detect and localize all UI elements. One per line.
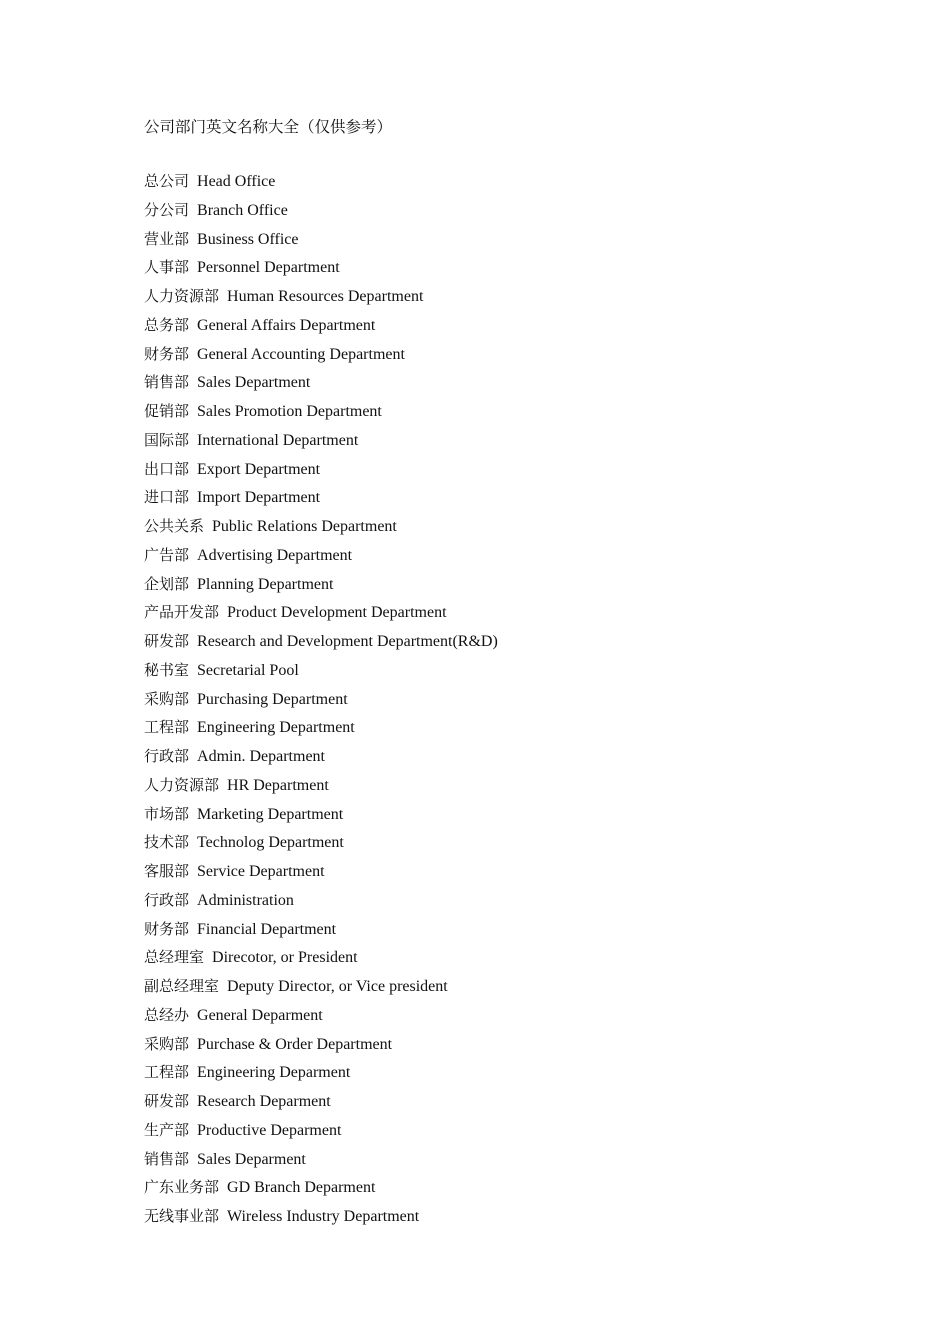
department-name-chinese: 采购部 <box>144 689 190 708</box>
department-entry <box>144 1147 498 1176</box>
department-name-chinese: 促销部 <box>144 402 190 420</box>
department-name-chinese: 副总经理室 <box>144 977 220 995</box>
department-entry <box>144 974 498 1003</box>
department-name-english: Engineering Department <box>197 719 355 737</box>
department-name-english: Marketing Department <box>197 805 344 823</box>
department-entry <box>144 485 498 514</box>
department-entry <box>144 428 498 457</box>
department-entry <box>144 1003 498 1032</box>
department-name-english: Branch Office <box>197 201 288 219</box>
department-name-english: Admin. Department <box>197 748 325 765</box>
department-entry <box>144 1060 498 1089</box>
department-name-english: Sales Deparment <box>197 1150 306 1168</box>
department-name-chinese: 人事部 <box>144 258 190 277</box>
department-entry <box>144 629 498 658</box>
department-name-chinese: 人力资源部 <box>144 775 220 794</box>
department-name-english: Product Development Department <box>227 604 447 622</box>
department-name-chinese: 总公司 <box>144 172 190 190</box>
department-name-english: Sales Department <box>197 374 311 392</box>
department-name-chinese: 秘书室 <box>144 660 190 679</box>
department-name-chinese: 进口部 <box>144 488 190 507</box>
department-name-english: Purchasing Department <box>197 690 348 708</box>
department-name-english: Human Resources Department <box>227 288 424 305</box>
department-entry <box>144 227 498 256</box>
department-name-english: Wireless Industry Department <box>227 1208 420 1225</box>
department-name-chinese: 财务部 <box>144 919 190 938</box>
department-name-chinese: 人力资源部 <box>144 287 220 305</box>
department-name-english: Research Deparment <box>197 1093 331 1110</box>
department-name-english: Administration <box>197 891 294 909</box>
department-name-chinese: 研发部 <box>144 1092 190 1110</box>
department-name-chinese: 销售部 <box>144 373 190 392</box>
department-entry <box>144 773 498 802</box>
department-entry <box>144 945 498 974</box>
department-name-chinese: 无线事业部 <box>144 1207 220 1225</box>
department-name-english: HR Department <box>227 776 329 794</box>
department-entry <box>144 1204 498 1233</box>
department-name-chinese: 公共关系 <box>144 517 205 535</box>
department-name-english: Head Office <box>197 173 276 190</box>
department-name-chinese: 财务部 <box>144 344 190 363</box>
department-name-chinese: 采购部 <box>144 1034 190 1053</box>
department-entry <box>144 284 498 313</box>
department-name-english: Engineering Deparment <box>197 1064 351 1082</box>
department-name-chinese: 总经理室 <box>144 948 205 967</box>
department-name-chinese: 客服部 <box>144 862 190 880</box>
department-name-english: Service Department <box>197 863 325 880</box>
department-name-english: Sales Promotion Department <box>197 403 382 420</box>
department-entry <box>144 658 498 687</box>
department-name-english: General Deparment <box>197 1006 323 1024</box>
department-name-chinese: 总务部 <box>144 315 190 334</box>
document-title: 公司部门英文名称大全（仅供参考） <box>144 118 393 136</box>
department-name-english: Import Department <box>197 489 321 507</box>
department-name-chinese: 研发部 <box>144 632 190 650</box>
department-name-chinese: 生产部 <box>144 1120 190 1139</box>
department-entry <box>144 1118 498 1147</box>
department-entry <box>144 744 498 773</box>
department-name-english: Purchase & Order Department <box>197 1035 393 1053</box>
department-entry <box>144 514 498 543</box>
department-name-english: Planning Department <box>197 575 334 593</box>
department-name-chinese: 出口部 <box>144 459 190 478</box>
department-entry <box>144 543 498 572</box>
department-entry <box>144 342 498 371</box>
department-entry <box>144 399 498 428</box>
department-entry <box>144 1032 498 1061</box>
department-name-english: Personnel Department <box>197 259 340 277</box>
department-name-chinese: 营业部 <box>144 229 190 248</box>
department-name-english: GD Branch Deparment <box>227 1179 376 1197</box>
department-entry <box>144 1175 498 1204</box>
department-name-chinese: 行政部 <box>144 890 190 909</box>
department-entry <box>144 830 498 859</box>
department-name-english: International Department <box>197 431 359 449</box>
department-name-english: Advertising Department <box>197 546 353 564</box>
department-entry <box>144 802 498 831</box>
department-name-english: Direcotor, or President <box>212 949 358 967</box>
department-name-english: Public Relations Department <box>212 518 397 535</box>
department-name-chinese: 国际部 <box>144 430 190 449</box>
department-name-english: Secretarial Pool <box>197 661 299 679</box>
department-name-chinese: 技术部 <box>144 833 190 852</box>
department-entry <box>144 255 498 284</box>
department-name-english: Export Department <box>197 460 321 478</box>
department-name-english: Financial Department <box>197 920 337 938</box>
department-entry <box>144 888 498 917</box>
department-name-english: Technolog Department <box>197 834 344 852</box>
department-entry <box>144 457 498 486</box>
department-name-english: General Accounting Department <box>197 345 405 363</box>
department-entry <box>144 859 498 888</box>
department-entry <box>144 715 498 744</box>
department-name-english: General Affairs Department <box>197 316 376 334</box>
department-name-chinese: 销售部 <box>144 1149 190 1168</box>
department-name-chinese: 工程部 <box>144 1063 190 1082</box>
department-entry <box>144 370 498 399</box>
department-entry <box>144 198 498 227</box>
department-name-chinese: 总经办 <box>144 1005 190 1024</box>
department-name-chinese: 产品开发部 <box>144 603 220 622</box>
department-name-english: Research and Development Department(R&D) <box>197 633 498 650</box>
department-name-chinese: 行政部 <box>144 747 190 765</box>
department-entry <box>144 313 498 342</box>
department-name-chinese: 广告部 <box>144 545 190 564</box>
department-name-english: Business Office <box>197 230 299 248</box>
department-list <box>144 169 498 1233</box>
department-name-chinese: 市场部 <box>144 804 190 823</box>
department-name-chinese: 工程部 <box>144 718 190 737</box>
department-entry <box>144 917 498 946</box>
department-name-english: Deputy Director, or Vice president <box>227 978 448 995</box>
department-entry <box>144 687 498 716</box>
department-name-english: Productive Deparment <box>197 1121 342 1139</box>
department-entry <box>144 169 498 198</box>
department-name-chinese: 企划部 <box>144 574 190 593</box>
department-entry <box>144 572 498 601</box>
department-name-chinese: 广东业务部 <box>144 1178 220 1197</box>
department-name-chinese: 分公司 <box>144 200 190 219</box>
department-entry <box>144 600 498 629</box>
department-entry <box>144 1089 498 1118</box>
